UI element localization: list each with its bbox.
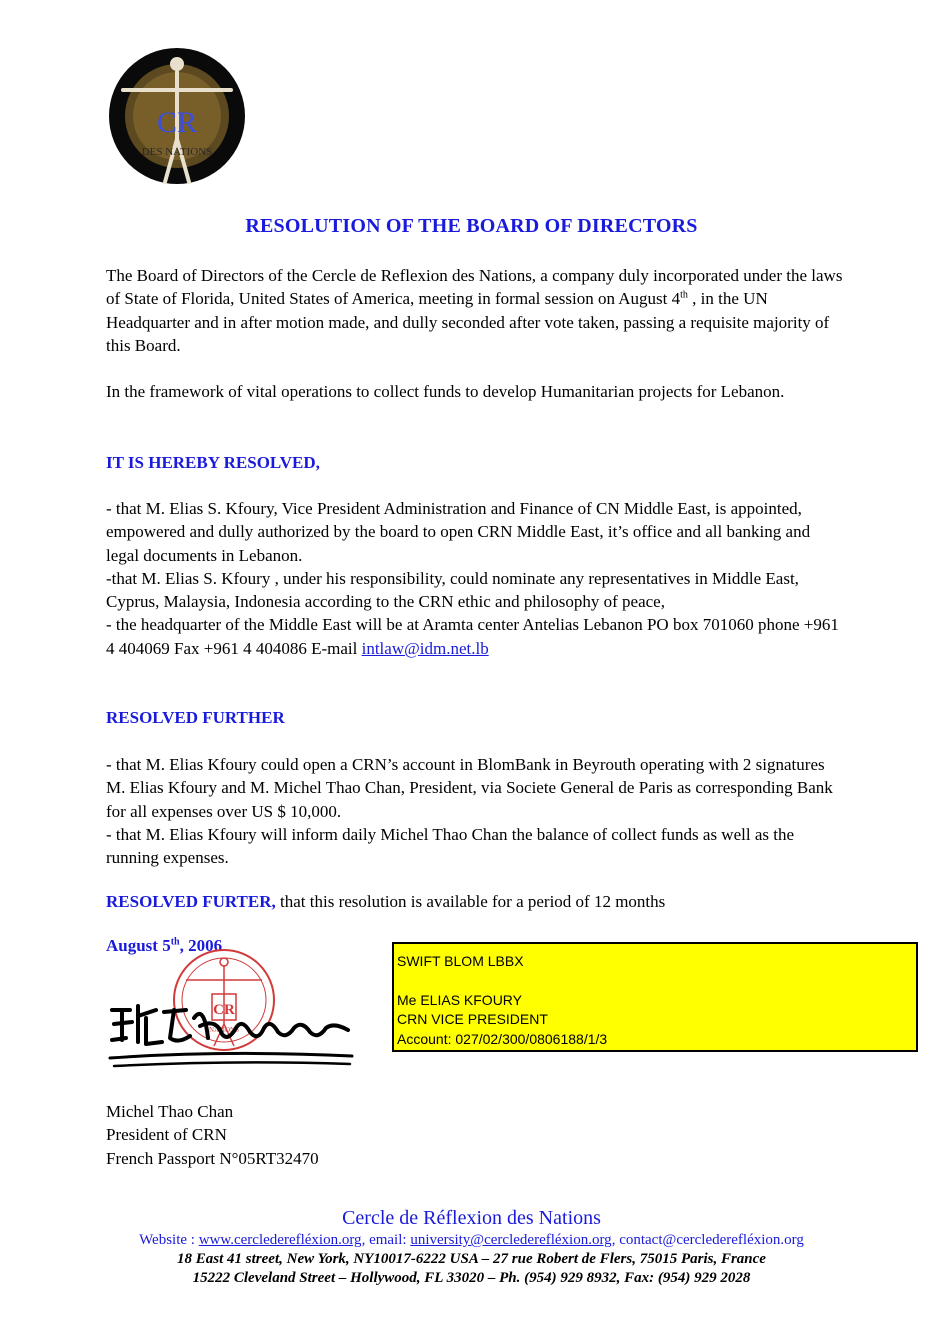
further-item-1: - that M. Elias Kfoury could open a CRN’s account in BlomBank in Beyrouth operating with 2 signatures M. Elias Kfoury and M. Michel Thao Chan, President, via Societe General de Paris as corresponding Bank for all expenses over US $ 10,000. — [106, 755, 833, 821]
signatory-passport: French Passport N°05RT32470 — [106, 1148, 319, 1168]
further-item-2: - that M. Elias Kfoury will inform daily Michel Thao Chan the balance of collect funds as well as the running expenses. — [106, 824, 795, 868]
resolved-item-3: - the headquarter of the Middle East will be at Aramta center Antelias Lebanon PO box 701060 phone +961 4 404069 Fax +961 4 404086 E-mail intlaw@idm.net.lb — [106, 615, 839, 658]
footer-org-name: Cercle de Réflexion des Nations — [342, 1207, 601, 1229]
university-email-link[interactable]: university@cerclederefléxion.org — [410, 1232, 612, 1248]
signatory-block — [106, 1100, 506, 1170]
signatory-name: Michel Thao Chan — [106, 1102, 234, 1121]
resolved-heading: IT IS HEREBY RESOLVED, — [106, 453, 320, 472]
further-items — [106, 753, 846, 869]
swift-code: SWIFT BLOM LBBX — [397, 953, 524, 969]
resolution-date: August 5th, 2006 — [106, 936, 223, 955]
further-heading: RESOLVED FURTHER — [106, 708, 285, 727]
signatory-role: President of CRN — [106, 1125, 227, 1145]
intro-paragraph: The Board of Directors of the Cercle de Reflexion des Nations, a company duly incorporated under the laws of State of Florida, United States of America, meeting in formal session on August 4th , in the UN Headquarter and in after motion made, and dully seconded after vote taken, passing a requisite majority of this Board. — [106, 266, 843, 355]
logo-text: CR — [156, 106, 198, 139]
footer-contacts: Website : www.cerclederefléxion.org, email: university@cerclederefléxion.org, contact@cerclederefléxion.org — [139, 1232, 804, 1248]
furter-paragraph: RESOLVED FURTER, that this resolution is available for a period of 12 months — [106, 892, 666, 911]
footer-address-1: 18 East 41 street, New York, NY10017-6222 USA – 27 rue Robert de Flers, 75015 Paris, France — [177, 1251, 766, 1267]
crn-logo — [109, 44, 246, 188]
document-title: RESOLUTION OF THE BOARD OF DIRECTORS — [245, 215, 698, 237]
contact-email: cerclederefléxion.org — [676, 1232, 804, 1248]
svg-text:DES NATIONS: DES NATIONS — [141, 146, 213, 158]
signature-stamp — [104, 948, 356, 1080]
resolved-items — [106, 497, 846, 660]
email-link[interactable]: intlaw@idm.net.lb — [361, 638, 489, 658]
swift-info-box — [392, 942, 918, 1052]
footer-address-2: 15222 Cleveland Street – Hollywood, FL 33020 – Ph. (954) 929 8932, Fax: (954) 929 2028 — [192, 1270, 751, 1286]
svg-text:NATIONS: NATIONS — [209, 1026, 239, 1034]
website-link[interactable]: www.cerclederefléxion.org — [198, 1232, 362, 1248]
account-number: Account: 027/02/300/0806188/1/3 — [397, 1030, 608, 1047]
resolved-item-1: - that M. Elias S. Kfoury, Vice President Administration and Finance of CN Middle East, is appointed, empowered and dully authorized by the board to open CRN Middle East, it’s office and all banking and legal documents in Lebanon. — [106, 499, 811, 565]
resolved-item-2: -that M. Elias S. Kfoury , under his responsibility, could nominate any representatives in Middle East, Cyprus, Malaysia, Indonesia according to the CRN ethic and philosophy of peace, — [106, 568, 799, 612]
account-holder-title: CRN VICE PRESIDENT — [397, 1011, 548, 1027]
svg-text:CR: CR — [213, 1002, 235, 1018]
account-holder: Me ELIAS KFOURY — [397, 991, 523, 1008]
framework-paragraph: In the framework of vital operations to collect funds to develop Humanitarian projects for Lebanon. — [106, 382, 785, 401]
